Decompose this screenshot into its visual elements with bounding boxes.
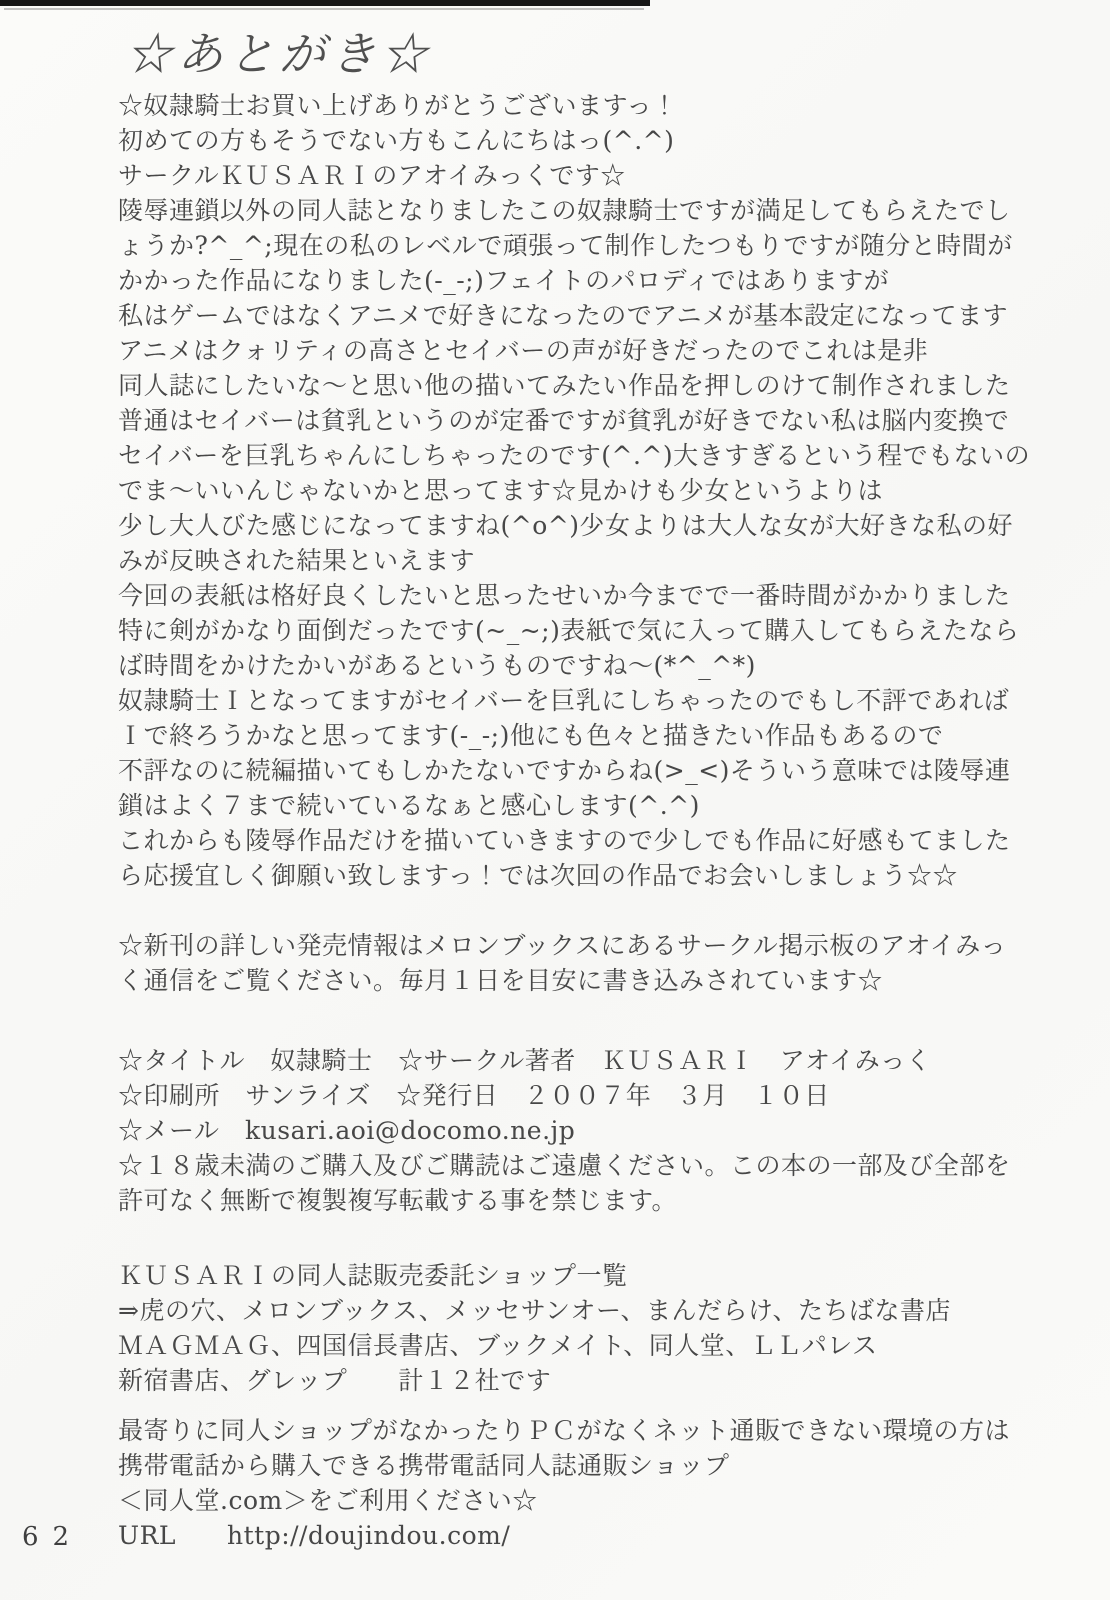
text-line: ば時間をかけたかいがあるというものですね～(*^_^*) <box>118 651 756 680</box>
text-line: ょうか?^_^;現在の私のレベルで頑張って制作したつもりですが随分と時間が <box>118 231 1013 260</box>
text-line: 最寄りに同人ショップがなかったりＰＣがなくネット通販できない環境の方は <box>118 1416 1011 1445</box>
page-number: 62 <box>22 1522 84 1552</box>
text-line: 初めての方もそうでない方もこんにちはっ(^.^) <box>118 126 675 155</box>
text-line: ＜同人堂.com＞をご利用ください☆ <box>118 1486 538 1515</box>
text-line: 携帯電話から購入できる携帯電話同人誌通販ショップ <box>118 1451 730 1480</box>
text-line: 今回の表紙は格好良くしたいと思ったせいか今までで一番時間がかかりました <box>118 581 1011 610</box>
text-line: ら応援宜しく御願い致しますっ！では次回の作品でお会いしましょう☆☆ <box>118 861 959 890</box>
text-line: ☆タイトル 奴隷騎士 ☆サークル著者 ＫＵＳＡＲＩ アオイみっく <box>118 1046 932 1075</box>
text-line: く通信をご覧ください。毎月１日を目安に書き込みされています☆ <box>118 966 884 995</box>
text-line: ☆メール kusari.aoi@docomo.ne.jp <box>118 1116 576 1145</box>
page-title: ☆あとがき☆ <box>126 27 432 81</box>
main-afterword-paragraph <box>118 88 1068 893</box>
text-line: ☆奴隷騎士お買い上げありがとうございますっ！ <box>118 91 678 120</box>
text-line: みが反映された結果といえます <box>118 546 476 575</box>
text-line: 新宿書店、グレップ 計１２社です <box>118 1366 552 1395</box>
text-line: これからも陵辱作品だけを描いていきますので少しでも作品に好感もてました <box>118 826 1011 855</box>
text-line: 不評なのに続編描いてもしかたないですからね(>_<)そういう意味では陵辱連 <box>118 756 1011 785</box>
consignment-shop-list-paragraph <box>118 1258 1068 1398</box>
text-line: ＭＡＧＭＡＧ、四国信長書店、ブックメイト、同人堂、ＬＬパレス <box>118 1331 878 1360</box>
text-line: セイバーを巨乳ちゃんにしちゃったのです(^.^)大きすぎるという程でもないの <box>118 441 1031 470</box>
text-line: 私はゲームではなくアニメで好きになったのでアニメが基本設定になってます <box>118 301 1009 330</box>
text-line: かかった作品になりました(-_-;)フェイトのパロディではありますが <box>118 266 890 295</box>
scan-artifact-bar <box>0 0 650 6</box>
text-line: 少し大人びた感じになってますね(^o^)少女よりは大人な女が大好きな私の好 <box>118 511 1013 540</box>
text-line: URL http://doujindou.com/ <box>118 1521 511 1550</box>
text-line: ☆新刊の詳しい発売情報はメロンブックスにあるサークル掲示板のアオイみっ <box>118 931 1007 960</box>
text-line: Ｉで終ろうかなと思ってます(-_-;)他にも色々と描きたい作品もあるので <box>118 721 944 750</box>
text-line: 許可なく無断で複製複写転載する事を禁じます。 <box>118 1186 678 1215</box>
text-line: アニメはクォリティの高さとセイバーの声が好きだったのでこれは是非 <box>118 336 929 365</box>
text-line: 鎖はよく７まで続いているなぁと感心します(^.^) <box>118 791 700 820</box>
text-line: 特に剣がかなり面倒だったです(~_~;)表紙で気に入って購入してもらえたなら <box>118 616 1020 645</box>
text-line: ☆１８歳未満のご購入及びご購読はご遠慮ください。この本の一部及び全部を <box>118 1151 1011 1180</box>
text-line: ☆印刷所 サンライズ ☆発行日 ２００７年 ３月 １０日 <box>118 1081 830 1110</box>
text-line: 陵辱連鎖以外の同人誌となりましたこの奴隷騎士ですが満足してもらえたでし <box>118 196 1011 225</box>
new-release-info-paragraph <box>118 928 1068 998</box>
text-line: ＫＵＳＡＲＩの同人誌販売委託ショップ一覧 <box>118 1261 628 1290</box>
text-line: 普通はセイバーは貧乳というのが定番ですが貧乳が好きでない私は脳内変換で <box>118 406 1010 435</box>
text-line: ⇒虎の穴、メロンブックス、メッセサンオー、まんだらけ、たちばな書店 <box>118 1296 951 1325</box>
colophon-paragraph <box>118 1043 1068 1218</box>
text-line: サークルＫＵＳＡＲＩのアオイみっくです☆ <box>118 161 626 190</box>
text-line: 奴隷騎士Ｉとなってますがセイバーを巨乳にしちゃったのでもし不評であれば <box>118 686 1010 715</box>
text-line: でま～いいんじゃないかと思ってます☆見かけも少女というよりは <box>118 476 884 505</box>
mobile-shop-info-paragraph <box>118 1413 1068 1553</box>
text-line: 同人誌にしたいな～と思い他の描いてみたい作品を押しのけて制作されました <box>118 371 1011 400</box>
